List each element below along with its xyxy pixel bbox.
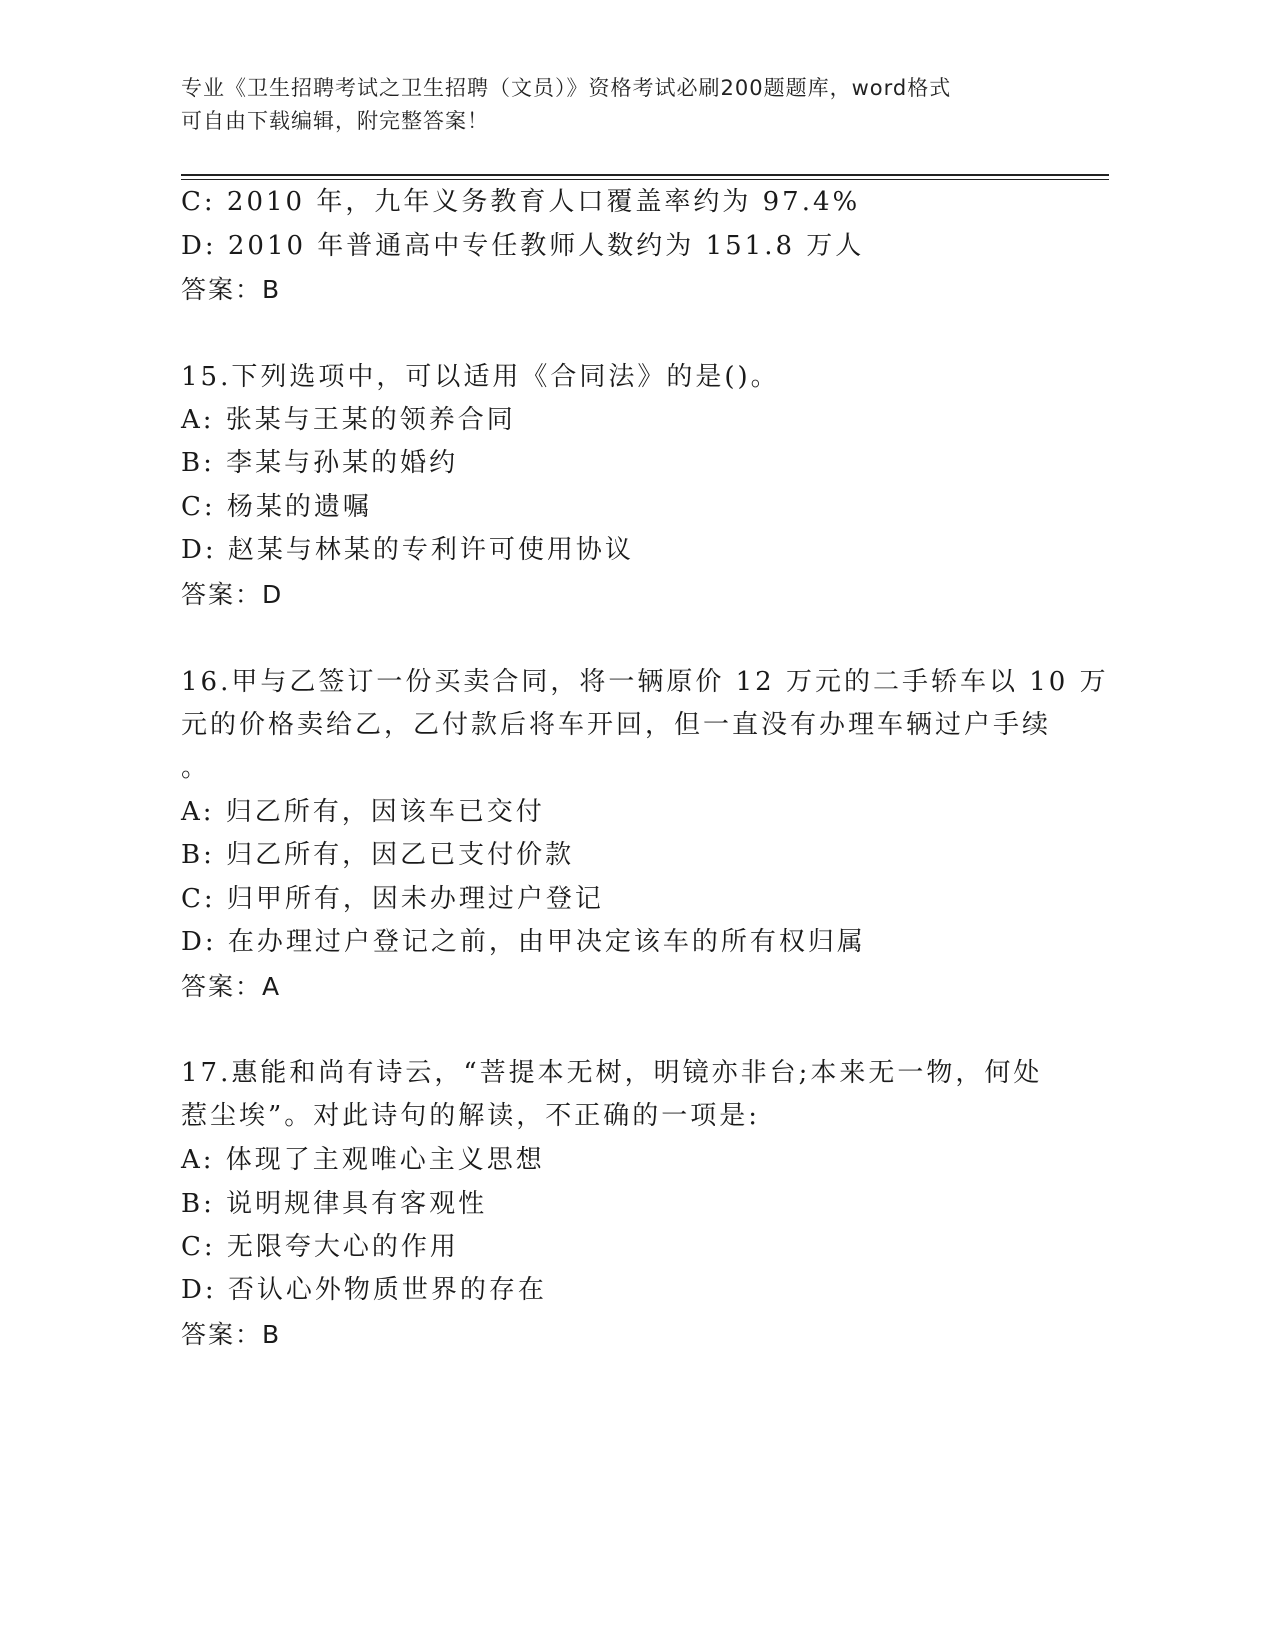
q16-stem-line3: 。 bbox=[181, 753, 211, 783]
q16-stem-line1: 16.甲与乙签订一份买卖合同，将一辆原价 12 万元的二手轿车以 10 万 bbox=[181, 667, 1109, 697]
q17-option-d: D: 否认心外物质世界的存在 bbox=[181, 1275, 547, 1305]
q15-option-c: C: 杨某的遗嘱 bbox=[181, 492, 372, 522]
q15-answer: 答案：D bbox=[181, 580, 284, 609]
q17-answer: 答案：B bbox=[181, 1320, 282, 1349]
q16-option-b: B: 归乙所有，因乙已支付价款 bbox=[181, 840, 575, 870]
q15-option-b: B: 李某与孙某的婚约 bbox=[181, 448, 459, 478]
q15-option-a: A: 张某与王某的领养合同 bbox=[181, 405, 516, 435]
q16-stem-line2: 元的价格卖给乙，乙付款后将车开回，但一直没有办理车辆过户手续 bbox=[181, 710, 1052, 740]
q14-option-c: C: 2010 年，九年义务教育人口覆盖率约为 97.4% bbox=[181, 187, 861, 217]
q17-option-b: B: 说明规律具有客观性 bbox=[181, 1189, 488, 1219]
header-title-line1: 专业《卫生招聘考试之卫生招聘（文员）》资格考试必刷200题题库，word格式 bbox=[181, 76, 952, 100]
q16-option-c: C: 归甲所有，因未办理过户登记 bbox=[181, 884, 604, 914]
q14-option-d: D: 2010 年普通高中专任教师人数约为 151.8 万人 bbox=[181, 231, 865, 261]
q17-option-c: C: 无限夸大心的作用 bbox=[181, 1232, 459, 1262]
q14-answer: 答案：B bbox=[181, 275, 282, 304]
q17-option-a: A: 体现了主观唯心主义思想 bbox=[181, 1145, 545, 1175]
q16-option-a: A: 归乙所有，因该车已交付 bbox=[181, 797, 545, 827]
q16-option-d: D: 在办理过户登记之前，由甲决定该车的所有权归属 bbox=[181, 927, 866, 957]
header-title-line2: 可自由下载编辑，附完整答案！ bbox=[181, 109, 489, 133]
header-divider-thick bbox=[181, 174, 1109, 176]
q15-stem: 15.下列选项中，可以适用《合同法》的是()。 bbox=[181, 362, 780, 392]
document-header bbox=[181, 72, 1061, 138]
q17-stem-line1: 17.惠能和尚有诗云，“菩提本无树，明镜亦非台;本来无一物，何处 bbox=[181, 1058, 1043, 1088]
q16-answer: 答案：A bbox=[181, 972, 282, 1001]
q15-option-d: D: 赵某与林某的专利许可使用协议 bbox=[181, 535, 634, 565]
q17-stem-line2: 惹尘埃”。对此诗句的解读，不正确的一项是: bbox=[181, 1101, 761, 1131]
